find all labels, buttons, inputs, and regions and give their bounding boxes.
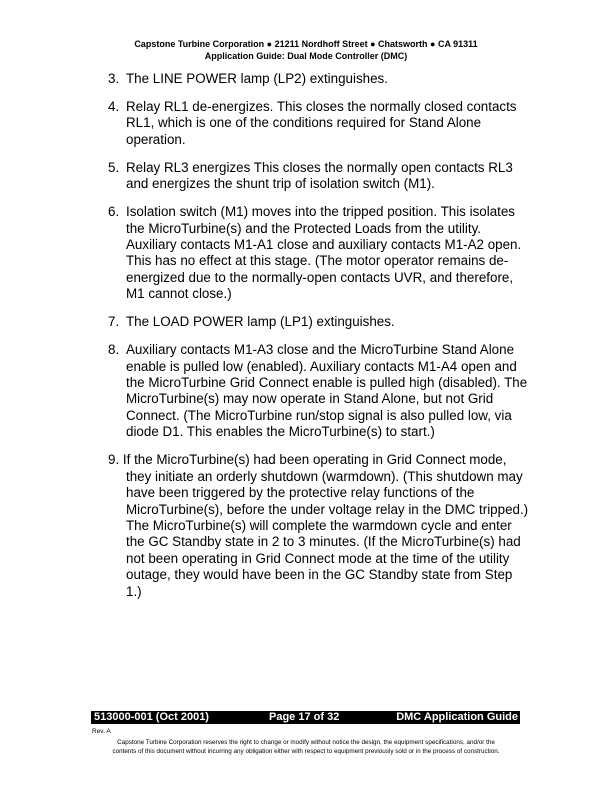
step-item [108, 71, 530, 87]
step-number: 6. [108, 204, 120, 220]
step-number: 7. [108, 314, 120, 330]
step-number: 5. [108, 159, 120, 175]
disclaimer [91, 738, 521, 756]
step-number: 8. [108, 342, 120, 358]
step-text-first-line: If the MicroTurbine(s) had been operating in Grid Connect mode, [122, 452, 507, 468]
step-text: Isolation switch (M1) moves into the tripped position. This isolates the MicroTurbine(s) and the Protected Loads from the utility. Auxiliary contacts M1-A1 close and auxiliary contacts M1-A2 open. This has no effect at this stage. (The motor operator remains de-energized due to the normally-open contacts UVR, and therefore, M1 cannot close.) [126, 204, 522, 302]
revision-label: Rev. A [92, 728, 111, 735]
step-text: Relay RL3 energizes This closes the normally open contacts RL3 and energizes the shunt trip of isolation switch (M1). [126, 159, 513, 192]
disclaimer-line: Capstone Turbine Corporation reserves the right to change or modify without notice the design, the equipment specifications, and/or the [117, 739, 495, 746]
step-text: The LINE POWER lamp (LP2) extinguishes. [126, 71, 388, 86]
step-item [108, 342, 530, 440]
step-text: they initiate an orderly shutdown (warmdown). (This shutdown may have been triggered by the protective relay functions of the MicroTurbine(s), before the under voltage relay in the DMC tripped.) The MicroTurbine(s) will complete the warmdown cycle and enter the GC Standby state in 2 to 3 minutes. (If the MicroTurbine(s) had not been operating in Grid Connect mode at the time of the utility outage, they would have been in the GC Standby state from Step 1.) [126, 468, 529, 599]
step-text: Auxiliary contacts M1-A3 close and the MicroTurbine Stand Alone enable is pulled low (enabled). Auxiliary contacts M1-A4 open and the MicroTurbine Grid Connect enable is pulled high (disabled). The MicroTurbine(s) may now operate in Stand Alone, but not Grid Connect. (The MicroTurbine run/stop signal is also pulled low, via diode D1. This enables the MicroTurbine(s) to start.) [126, 342, 528, 440]
step-number: 9. [108, 452, 120, 468]
document-number: 513000-001 (Oct 2001) [94, 711, 209, 723]
header-company-line: Capstone Turbine Corporation ● 21211 Nordhoff Street ● Chatsworth ● CA 91311 [134, 39, 478, 49]
page-header [0, 38, 612, 62]
disclaimer-line: contents of this document without incurring any obligation either with respect to equipment previously sold or in the process of construction. [112, 748, 500, 755]
step-text: Relay RL1 de-energizes. This closes the normally closed contacts RL1, which is one of the conditions required for Stand Alone operation. [126, 99, 517, 147]
step-item [108, 160, 530, 193]
footer-bar [91, 711, 520, 724]
step-text: The LOAD POWER lamp (LP1) extinguishes. [126, 314, 395, 330]
step-number: 3. [108, 71, 120, 86]
step-item [108, 452, 530, 600]
step-item [108, 99, 530, 148]
page-number: Page 17 of 32 [269, 711, 340, 723]
step-number: 4. [108, 99, 120, 114]
guide-title: DMC Application Guide [396, 711, 518, 723]
step-item [108, 204, 530, 302]
step-item [108, 314, 530, 330]
header-guide-title: Application Guide: Dual Mode Controller (DMC) [204, 51, 408, 61]
procedure-steps [108, 71, 530, 612]
